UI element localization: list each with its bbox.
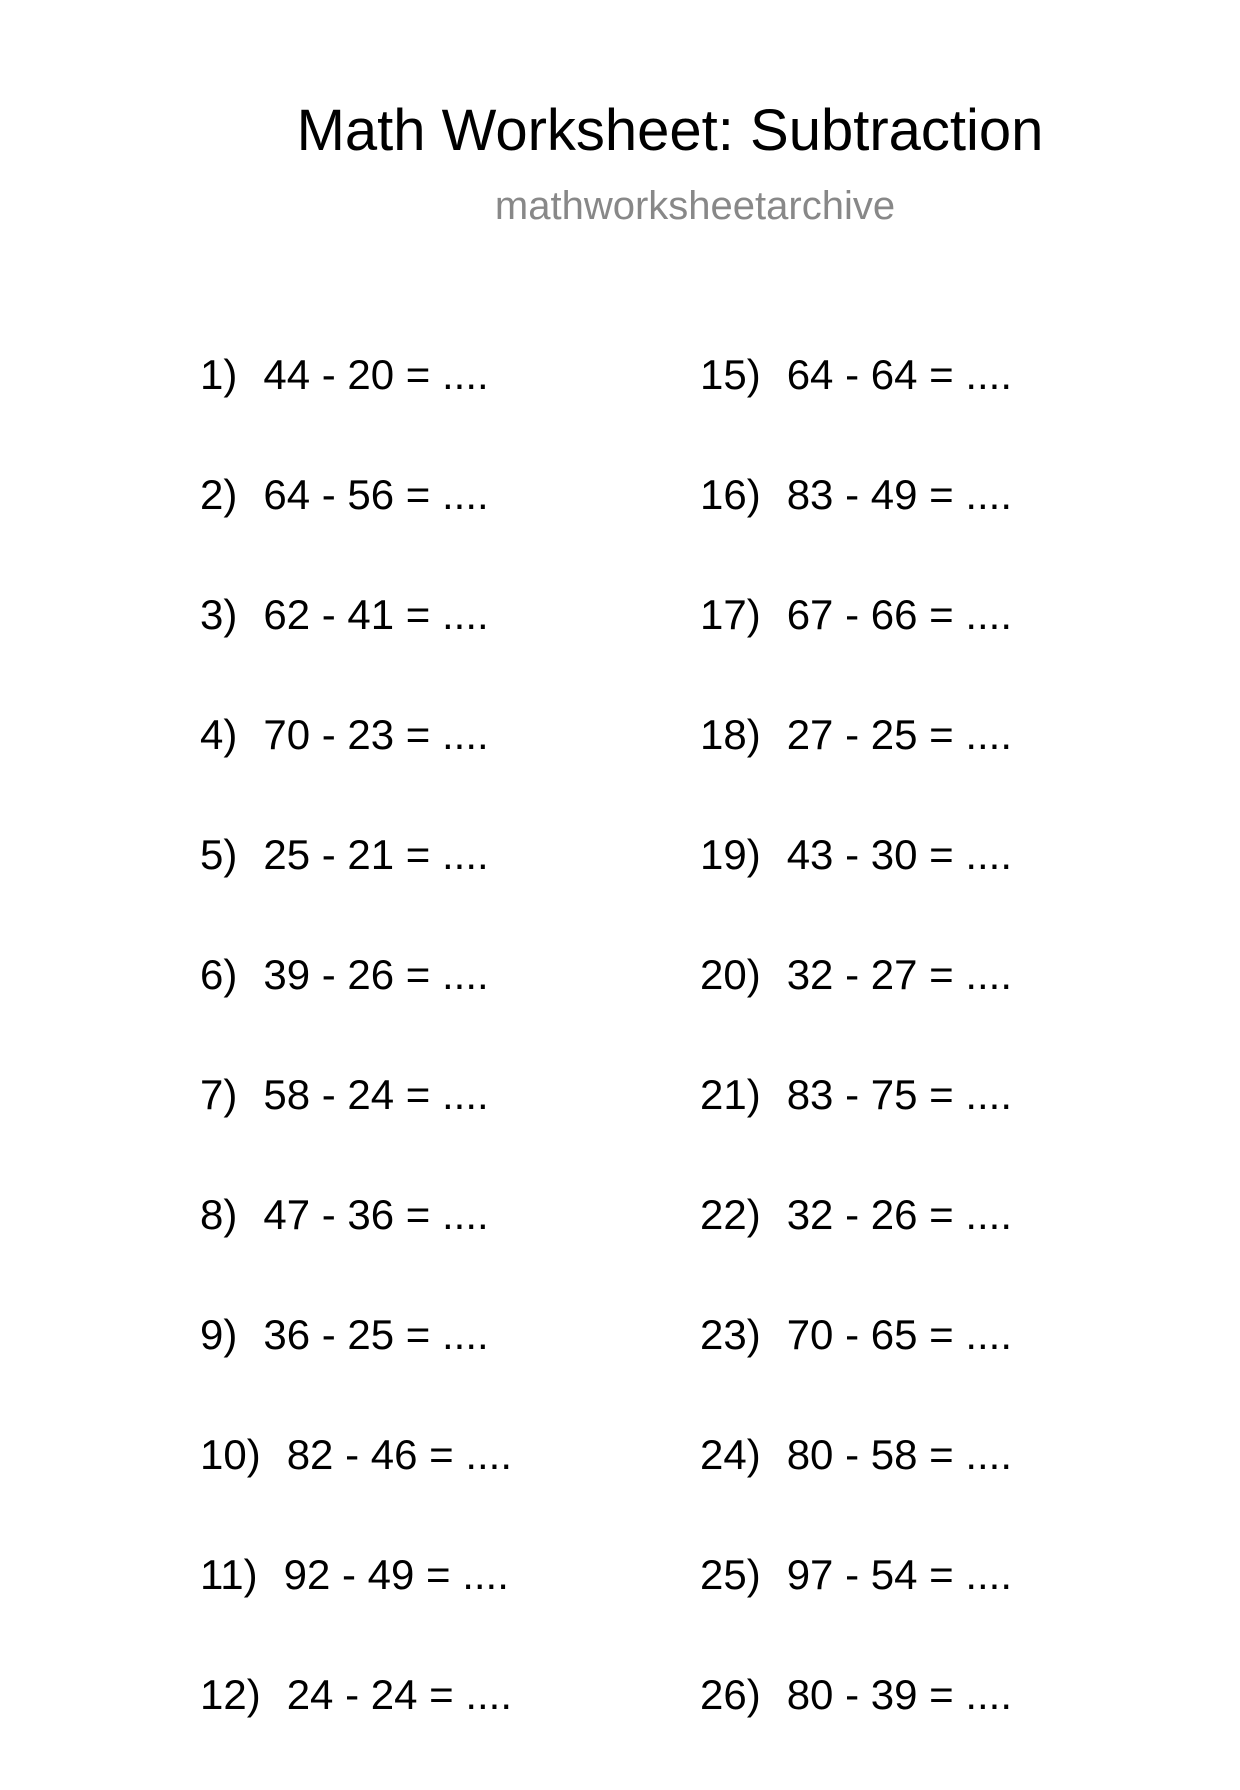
- problem-expression: 24 - 24 = ....: [286, 1671, 513, 1718]
- problem-number: 23): [700, 1311, 761, 1358]
- problem-expression: 32 - 26 = ....: [786, 1191, 1013, 1238]
- problem-column-right: [700, 350, 1160, 1790]
- problem-number: 19): [700, 831, 761, 878]
- problem-number: 16): [700, 471, 761, 518]
- page-title: Math Worksheet: Subtraction: [296, 98, 1044, 163]
- problem-expression: 67 - 66 = ....: [786, 591, 1013, 638]
- problem-item: [700, 950, 1160, 1070]
- problem-item: [200, 1550, 660, 1670]
- problem-item: [200, 1430, 660, 1550]
- problem-number: 4): [200, 711, 238, 758]
- problem-item: [700, 1190, 1160, 1310]
- problem-number: 5): [200, 831, 238, 878]
- problem-number: 22): [700, 1191, 761, 1238]
- problem-number: 6): [200, 951, 238, 998]
- problem-item: [200, 350, 660, 470]
- problem-item: [200, 470, 660, 590]
- problem-expression: 25 - 21 = ....: [263, 831, 489, 878]
- problem-expression: 62 - 41 = ....: [263, 591, 489, 638]
- problem-expression: 83 - 49 = ....: [786, 471, 1013, 518]
- problem-number: 8): [200, 1191, 238, 1238]
- problem-number: 25): [700, 1551, 761, 1598]
- problem-expression: 39 - 26 = ....: [263, 951, 489, 998]
- problem-item: [700, 1550, 1160, 1670]
- problem-expression: 97 - 54 = ....: [786, 1551, 1013, 1598]
- problem-expression: 43 - 30 = ....: [786, 831, 1013, 878]
- problem-number: 17): [700, 591, 761, 638]
- problem-number: 21): [700, 1071, 761, 1118]
- problem-expression: 32 - 27 = ....: [786, 951, 1013, 998]
- problem-expression: 80 - 39 = ....: [786, 1671, 1013, 1718]
- problem-expression: 36 - 25 = ....: [263, 1311, 489, 1358]
- problem-item: [700, 1070, 1160, 1190]
- problem-number: 1): [200, 351, 238, 398]
- problem-item: [700, 1310, 1160, 1430]
- problem-item: [200, 1670, 660, 1790]
- problem-expression: 44 - 20 = ....: [263, 351, 489, 398]
- problem-number: 24): [700, 1431, 761, 1478]
- problem-number: 18): [700, 711, 761, 758]
- problem-item: [200, 710, 660, 830]
- problem-item: [700, 710, 1160, 830]
- problem-item: [700, 1430, 1160, 1550]
- problem-number: 11): [200, 1551, 258, 1598]
- problem-expression: 70 - 23 = ....: [263, 711, 489, 758]
- problem-expression: 64 - 64 = ....: [786, 351, 1013, 398]
- page-subtitle: mathworksheetarchive: [494, 184, 896, 228]
- problem-number: 3): [200, 591, 238, 638]
- problem-expression: 27 - 25 = ....: [786, 711, 1013, 758]
- problem-expression: 80 - 58 = ....: [786, 1431, 1013, 1478]
- problem-number: 20): [700, 951, 761, 998]
- problem-item: [700, 1670, 1160, 1790]
- problem-number: 15): [700, 351, 761, 398]
- problem-item: [700, 830, 1160, 950]
- problem-number: 10): [200, 1431, 261, 1478]
- problem-item: [200, 1310, 660, 1430]
- problem-item: [700, 470, 1160, 590]
- problem-column-left: [200, 350, 660, 1790]
- problem-item: [700, 590, 1160, 710]
- problem-item: [200, 1190, 660, 1310]
- problem-expression: 47 - 36 = ....: [263, 1191, 489, 1238]
- problem-number: 2): [200, 471, 238, 518]
- problem-number: 9): [200, 1311, 238, 1358]
- problem-expression: 70 - 65 = ....: [786, 1311, 1013, 1358]
- problem-item: [200, 830, 660, 950]
- problem-expression: 82 - 46 = ....: [286, 1431, 513, 1478]
- problem-expression: 58 - 24 = ....: [263, 1071, 489, 1118]
- problem-item: [200, 950, 660, 1070]
- problem-number: 26): [700, 1671, 761, 1718]
- problem-number: 7): [200, 1071, 238, 1118]
- problem-item: [200, 590, 660, 710]
- problem-item: [700, 350, 1160, 470]
- problem-number: 12): [200, 1671, 261, 1718]
- problem-expression: 64 - 56 = ....: [263, 471, 489, 518]
- problem-item: [200, 1070, 660, 1190]
- problem-expression: 83 - 75 = ....: [786, 1071, 1013, 1118]
- problem-expression: 92 - 49 = ....: [283, 1551, 509, 1598]
